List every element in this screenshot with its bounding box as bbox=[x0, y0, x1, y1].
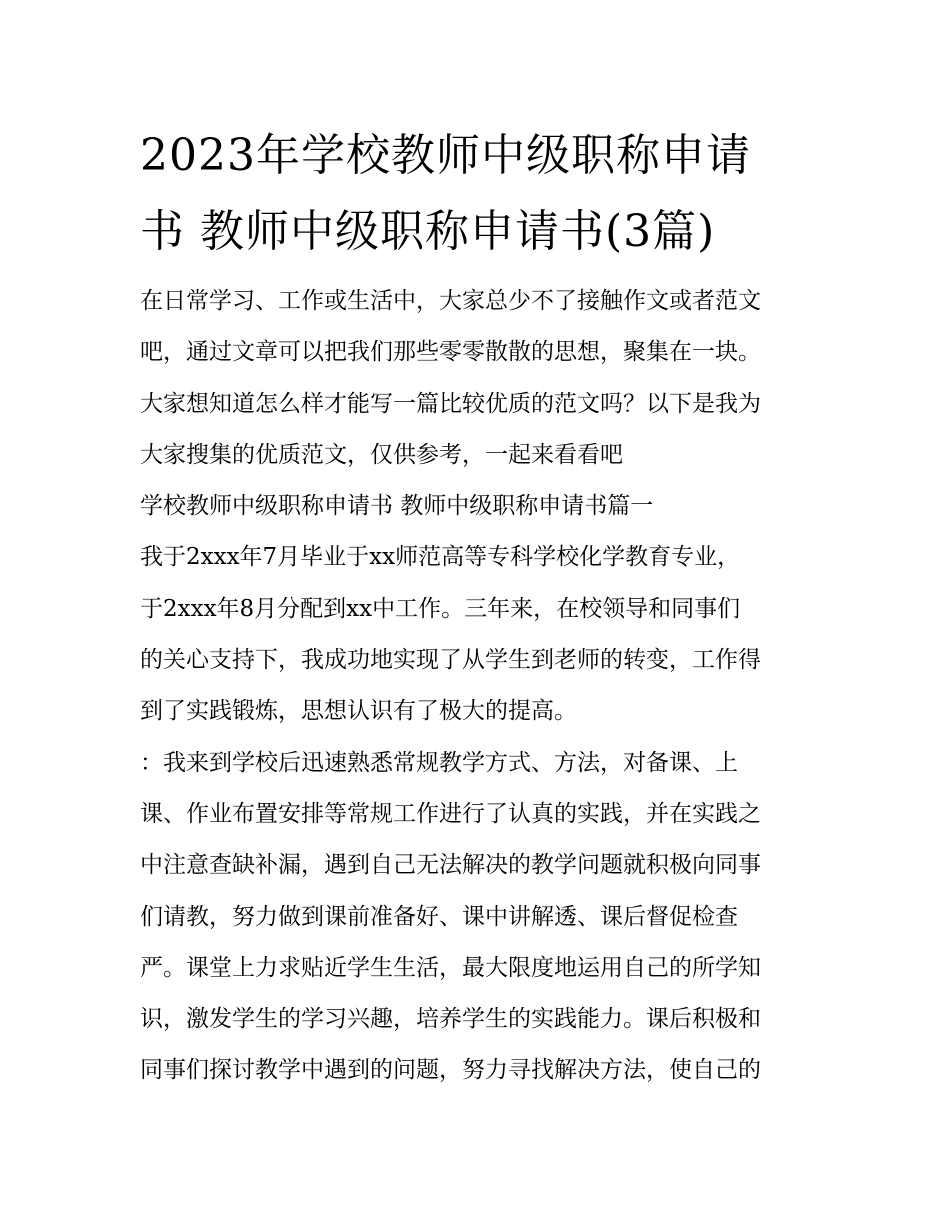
title-line-2: 书 教师中级职称申请书(3篇) bbox=[140, 206, 716, 257]
body-line-8: 的关心支持下，我成功地实现了从学生到老师的转变，工作得 bbox=[140, 647, 761, 674]
body-line-16: 同事们探讨教学中遇到的问题，努力寻找解决方法，使自己的 bbox=[140, 1057, 761, 1084]
document-title bbox=[140, 118, 830, 270]
body-line-9: 到了实践锻炼，思想认识有了极大的提高。 bbox=[140, 698, 577, 725]
body-line-12: 中注意查缺补漏，遇到自己无法解决的教学问题就积极向同事 bbox=[140, 852, 761, 879]
body-line-14: 严。课堂上力求贴近学生生活，最大限度地运用自己的所学知 bbox=[140, 954, 761, 981]
body-line-2: 吧，通过文章可以把我们那些零零散散的思想，聚集在一块。 bbox=[140, 339, 761, 366]
title-line-1: 2023年学校教师中级职称申请 bbox=[140, 130, 751, 181]
body-line-6: 我于2xxx年7月毕业于xx师范高等专科学校化学教育专业， bbox=[140, 544, 741, 571]
body-line-3: 大家想知道怎么样才能写一篇比较优质的范文吗？以下是我为 bbox=[140, 390, 761, 417]
document-body bbox=[140, 276, 830, 1097]
section-heading: 学校教师中级职称申请书 教师中级职称申请书篇一 bbox=[140, 493, 654, 520]
body-line-4: 大家搜集的优质范文，仅供参考，一起来看看吧 bbox=[140, 441, 623, 468]
body-line-7: 于2xxx年8月分配到xx中工作。三年来，在校领导和同事们 bbox=[140, 595, 741, 622]
body-line-15: 识，激发学生的学习兴趣，培养学生的实践能力。课后积极和 bbox=[140, 1006, 761, 1033]
body-line-13: 们请教，努力做到课前准备好、课中讲解透、课后督促检查 bbox=[140, 903, 738, 930]
body-line-1: 在日常学习、工作或生活中，大家总少不了接触作文或者范文 bbox=[140, 288, 761, 314]
body-line-11: 课、作业布置安排等常规工作进行了认真的实践，并在实践之 bbox=[140, 800, 761, 827]
body-line-10: ：我来到学校后迅速熟悉常规教学方式、方法，对备课、上 bbox=[140, 749, 738, 776]
